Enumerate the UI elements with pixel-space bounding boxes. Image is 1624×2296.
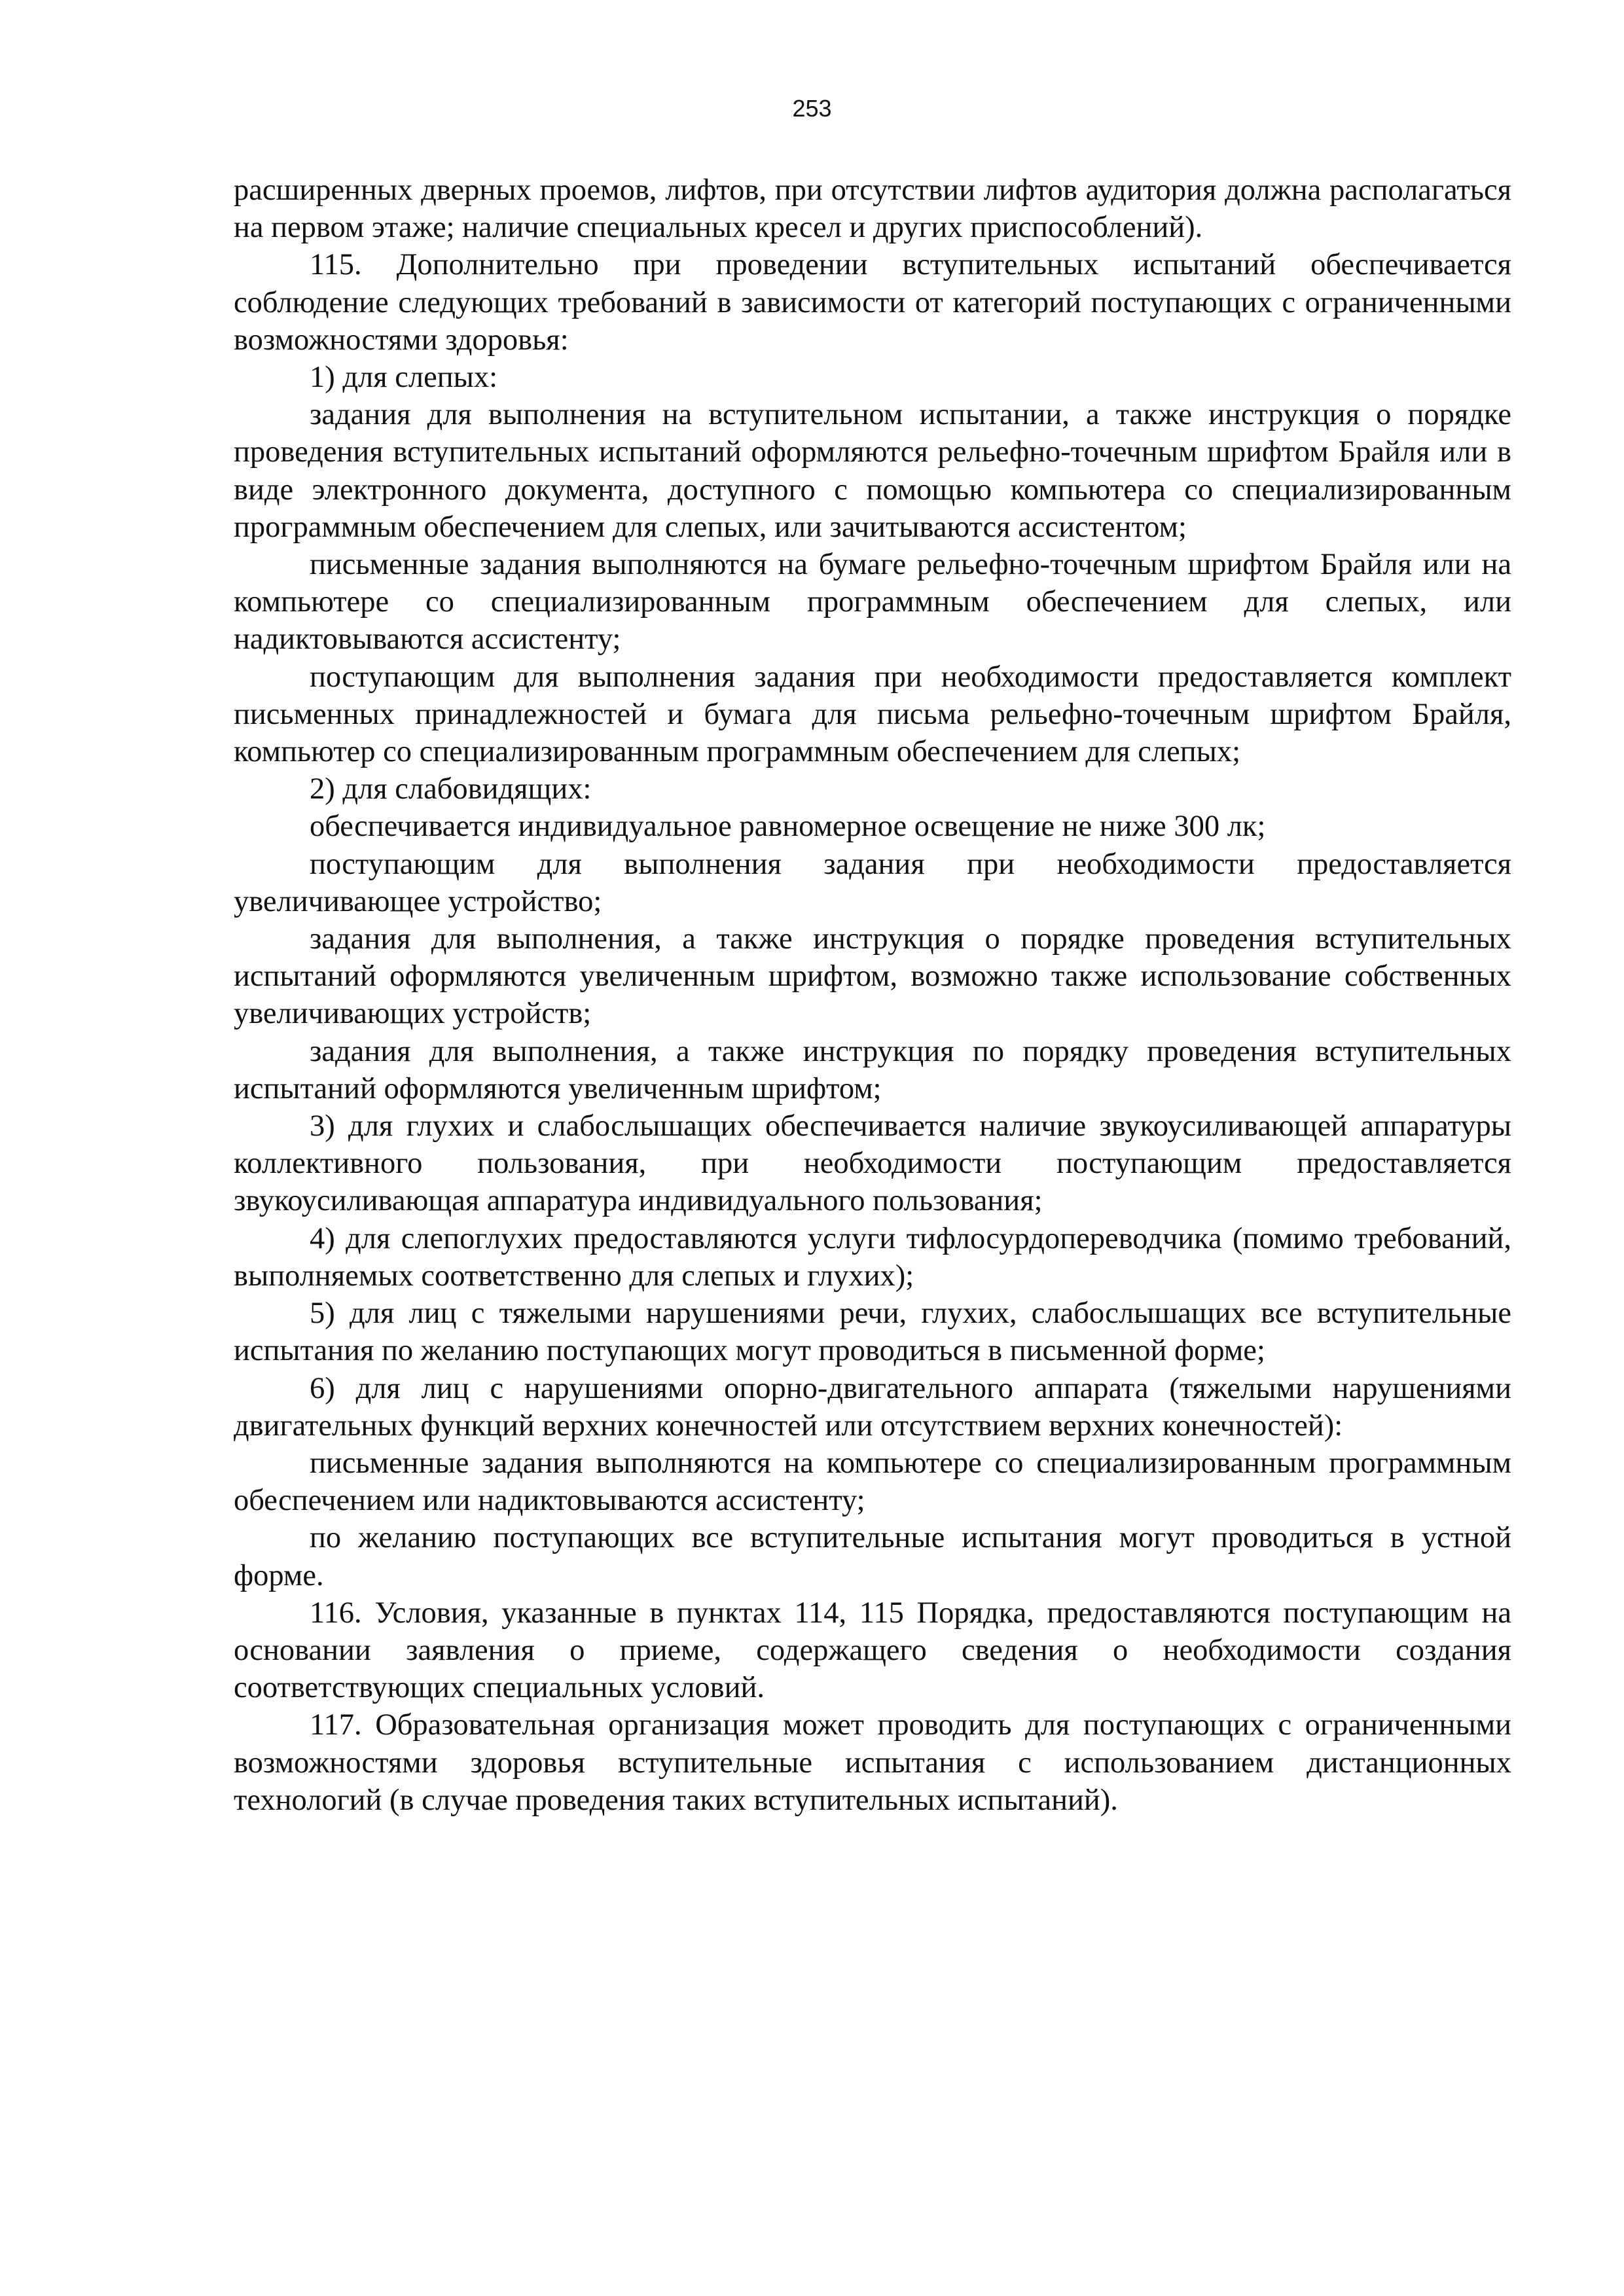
paragraph: задания для выполнения на вступительном испытании, а также инструкция о порядке проведения вступительных испытаний оформляются рельефно-точечным шрифтом Брайля или в виде электронного документа, доступного с помощью компьютера со специализированным программным обеспечением для слепых, или зачитываются ассистентом; [234,398,1511,544]
paragraph-low-vision-heading: 2) для слабовидящих: [310,772,592,806]
paragraph: задания для выполнения, а также инструкция о порядке проведения вступительных испытаний оформляются увеличенным шрифтом, возможно также использование собственных увеличивающих устройств; [234,922,1511,1031]
paragraph: по желанию поступающих все вступительные испытания могут проводиться в устной форме. [234,1521,1511,1592]
paragraph-deaf: 3) для глухих и слабослышащих обеспечивается наличие звукоусиливающей аппаратуры коллективного пользования, при необходимости поступающим предоставляется звукоусиливающая аппаратура индивидуального пользования; [234,1109,1511,1218]
paragraph-deafblind: 4) для слепоглухих предоставляются услуги тифлосурдопереводчика (помимо требований, выполняемых соответственно для слепых и глухих); [234,1221,1511,1293]
paragraph-item-115: 115. Дополнительно при проведении вступительных испытаний обеспечивается соблюдение следующих требований в зависимости от категорий поступающих с ограниченными возможностями здоровья: [234,248,1511,357]
paragraph-blind-heading: 1) для слепых: [310,361,498,395]
paragraph-speech: 5) для лиц с тяжелыми нарушениями речи, глухих, слабослышащих все вступительные испытания по желанию поступающих могут проводиться в письменной форме; [234,1297,1511,1368]
paragraph-item-117: 117. Образовательная организация может проводить для поступающих с ограниченными возможностями здоровья вступительные испытания с использованием дистанционных технологий (в случае проведения таких вступительных испытаний). [234,1708,1511,1817]
paragraph-item-116: 116. Условия, указанные в пунктах 114, 115 Порядка, предоставляются поступающим на основании заявления о приеме, содержащего сведения о необходимости создания соответствующих специальных условий. [234,1596,1511,1705]
paragraph-musculoskeletal-heading: 6) для лиц с нарушениями опорно-двигательного аппарата (тяжелыми нарушениями двигательных функций верхних конечностей или отсутствием верхних конечностей): [234,1371,1511,1443]
paragraph: письменные задания выполняются на компьютере со специализированным программным обеспечением или надиктовываются ассистенту; [234,1446,1511,1518]
paragraph: поступающим для выполнения задания при необходимости предоставляется комплект письменных принадлежностей и бумага для письма рельефно-точечным шрифтом Брайля, компьютер со специализированным программным обеспечением для слепых; [234,660,1511,769]
paragraph: обеспечивается индивидуальное равномерное освещение не ниже 300 лк; [310,810,1266,844]
document-body [234,171,1511,1819]
paragraph: поступающим для выполнения задания при необходимости предоставляется увеличивающее устройство; [234,847,1511,918]
paragraph: письменные задания выполняются на бумаге рельефно-точечным шрифтом Брайля или на компьютере со специализированным программным обеспечением для слепых, или надиктовываются ассистенту; [234,548,1511,656]
paragraph: задания для выполнения, а также инструкция по порядку проведения вступительных испытаний оформляются увеличенным шрифтом; [234,1034,1511,1105]
page-number: 253 [792,95,832,122]
paragraph-continuation: расширенных дверных проемов, лифтов, при отсутствии лифтов аудитория должна располагаться на первом этаже; наличие специальных кресел и других приспособлений). [234,173,1511,245]
